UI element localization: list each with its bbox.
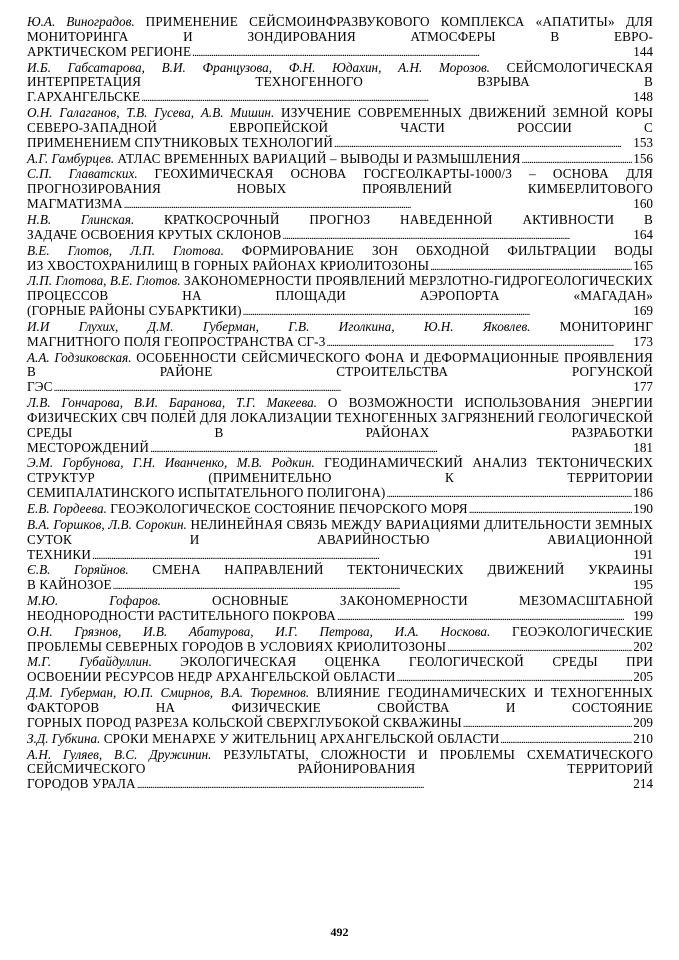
entry-title-end: ГОРОДОВ УРАЛА [27, 776, 136, 792]
entry-page-number: 205 [633, 669, 653, 685]
toc-entry [27, 655, 653, 686]
dot-leader [326, 336, 632, 351]
entry-page-number: 202 [633, 638, 653, 654]
entry-title-end: СЕМИПАЛАТИНСКОГО ИСПЫТАТЕЛЬНОГО ПОЛИГОНА) [27, 485, 386, 501]
entry-page-number: 144 [633, 43, 653, 59]
dot-leader [92, 549, 632, 564]
toc-entry [27, 563, 653, 594]
entry-title: ГЕОХИМИЧЕСКАЯ ОСНОВА ГОСГЕОЛКАРТЫ-1000/3 – ОСНОВА ДЛЯ ПРОГНОЗИРОВАНИЯ НОВЫХ ПРОЯВЛЕНИЙ КИМБЕРЛИТОВОГО [27, 166, 653, 197]
entry-title-end: ПРОБЛЕМЫ СЕВЕРНЫХ ГОРОДОВ В УСЛОВИЯХ КРИОЛИТОЗОНЫ [27, 638, 447, 654]
dot-leader [243, 305, 633, 320]
entry-authors: Ю.А. Виноградов. [27, 14, 135, 29]
toc-entry [27, 594, 653, 625]
dot-leader [113, 579, 633, 594]
dot-leader [282, 229, 632, 244]
entry-authors: М.Г. Губайдуллин. [27, 654, 152, 670]
entry-title: ИЗУЧЕНИЕ СОВРЕМЕННЫХ ДВИЖЕНИЙ ЗЕМНОЙ КОРЫ СЕВЕРО-ЗАПАДНОЙ ЕВРОПЕЙСКОЙ ЧАСТИ РОССИИ С [27, 105, 654, 135]
entry-authors: Л.В. Гончарова, В.И. Баранова, Т.Г. Макеева. [27, 395, 317, 411]
entry-title: ПРИМЕНЕНИЕ СЕЙСМОИНФРАЗВУКОВОГО КОМПЛЕКСА «АПАТИТЫ» ДЛЯ МОНИТОРИНГА И ЗОНДИРОВАНИЯ АТМОСФЕРЫ В ЕВРО- [27, 14, 654, 44]
toc-entry [27, 732, 653, 748]
entry-title: СЕЙСМОЛОГИЧЕСКАЯ ИНТЕРПРЕТАЦИЯ ТЕХНОГЕННОГО ВЗРЫВА В [27, 59, 653, 90]
entry-title: ОСОБЕННОСТИ СЕЙСМИЧЕСКОГО ФОНА И ДЕФОРМАЦИОННЫЕ ПРОЯВЛЕНИЯ В РАЙОНЕ СТРОИТЕЛЬСТВА РОГУНСКОЙ [27, 349, 653, 380]
entry-authors: М.Ю. Гофаров. [27, 593, 161, 609]
entry-authors: Е.В. Гордеева. [27, 501, 107, 516]
entry-title-end: НЕОДНОРОДНОСТИ РАСТИТЕЛЬНОГО ПОКРОВА [27, 607, 336, 623]
dot-leader [469, 503, 633, 518]
toc-entry [27, 686, 653, 732]
toc-entry [27, 518, 653, 564]
entry-title: ГЕОДИНАМИЧЕСКИЙ АНАЛИЗ ТЕКТОНИЧЕСКИХ СТРУКТУР (ПРИМЕНИТЕЛЬНО К ТЕРРИТОРИИ [27, 455, 654, 486]
entry-page-number: 148 [633, 89, 653, 105]
entry-title: СМЕНА НАПРАВЛЕНИЙ ТЕКТОНИЧЕСКИХ ДВИЖЕНИЙ УКРАИНЫ [152, 562, 654, 578]
entry-authors: Л.П. Глотова, В.Е. Глотов. [27, 273, 181, 289]
dot-leader [137, 778, 633, 793]
entry-title-end: ГЭС [27, 379, 53, 395]
toc-entry [27, 396, 653, 456]
dot-leader [150, 442, 632, 457]
dot-leader [54, 381, 633, 396]
toc-entry [27, 213, 653, 244]
toc-entry [27, 502, 653, 518]
entry-page-number: 199 [633, 607, 653, 623]
toc-entry [27, 152, 653, 168]
entry-title-end: МАГНИТНОГО ПОЛЯ ГЕОПРОСТРАНСТВА СГ-3 [27, 333, 326, 349]
dot-leader [337, 610, 632, 625]
entry-authors: О.Н. Грязнов, И.В. Абатурова, И.Г. Петрова, И.А. Носкова. [27, 623, 491, 639]
entry-title-end: В КАЙНОЗОЕ [27, 577, 112, 593]
entry-title-end: ОСВОЕНИИ РЕСУРСОВ НЕДР АРХАНГЕЛЬСКОЙ ОБЛАСТИ [27, 669, 396, 685]
entry-authors: О.Н. Галаганов, Т.В. Гусева, А.В. Мишин. [27, 105, 275, 121]
entry-page-number: 169 [633, 303, 653, 319]
entry-title-end: СРОКИ МЕНАРХЕ У ЖИТЕЛЬНИЦ АРХАНГЕЛЬСКОЙ ОБЛАСТИ [103, 730, 500, 746]
table-of-contents [27, 15, 653, 793]
entry-title: ЭКОЛОГИЧЕСКАЯ ОЦЕНКА ГЕОЛОГИЧЕСКОЙ СРЕДЫ ПРИ [180, 654, 654, 670]
entry-title: ЗАКОНОМЕРНОСТИ ПРОЯВЛЕНИЙ МЕРЗЛОТНО-ГИДРОГЕОЛОГИЧЕСКИХ ПРОЦЕССОВ НА ПЛОЩАДИ АЭРОПОРТА «МАГАДАН» [27, 273, 653, 304]
entry-title: КРАТКОСРОЧНЫЙ ПРОГНОЗ НАВЕДЕННОЙ АКТИВНОСТИ В [163, 211, 653, 227]
dot-leader [430, 260, 632, 275]
entry-page-number: 164 [633, 226, 653, 242]
dot-leader [522, 153, 633, 168]
entry-authors: И.Б. Габсатарова, В.И. Французова, Ф.Н. Юдахин, А.Н. Морозов. [27, 59, 490, 75]
entry-title-end: МЕСТОРОЖДЕНИЙ [27, 439, 150, 455]
entry-title: ОСНОВНЫЕ ЗАКОНОМЕРНОСТИ МЕЗОМАСШТАБНОЙ [211, 593, 653, 609]
dot-leader [500, 733, 632, 748]
entry-page-number: 191 [633, 546, 653, 562]
entry-page-number: 195 [633, 577, 653, 593]
entry-title-end: ИЗ ХВОСТОХРАНИЛИЩ В ГОРНЫХ РАЙОНАХ КРИОЛИТОЗОНЫ [27, 257, 430, 273]
entry-title-end: ГОРНЫХ ПОРОД РАЗРЕЗА КОЛЬСКОЙ СВЕРХГЛУБОКОЙ СКВАЖИНЫ [27, 714, 462, 730]
toc-entry [27, 320, 653, 351]
entry-authors: А.Н. Гуляев, В.С. Дружинин. [27, 746, 212, 762]
entry-title: МОНИТОРИНГ [559, 318, 653, 334]
entry-page-number: 214 [633, 776, 653, 792]
entry-title-end: ЗАДАЧЕ ОСВОЕНИЯ КРУТЫХ СКЛОНОВ [27, 226, 282, 242]
dot-leader [463, 717, 632, 732]
dot-leader [397, 671, 633, 686]
entry-authors: Э.М. Горбунова, Г.Н. Иванченко, М.В. Родкин. [27, 455, 315, 471]
toc-entry [27, 456, 653, 502]
toc-entry [27, 106, 653, 152]
entry-page-number: 153 [633, 134, 653, 150]
entry-page-number: 177 [633, 379, 653, 395]
toc-entry [27, 625, 653, 656]
toc-entry [27, 748, 653, 794]
toc-entry [27, 61, 653, 107]
entry-page-number: 181 [633, 439, 653, 455]
dot-leader [124, 198, 632, 213]
entry-title-end: АТЛАС ВРЕМЕННЫХ ВАРИАЦИЙ – ВЫВОДЫ И РАЗМЫШЛЕНИЯ [117, 150, 521, 166]
entry-title-end: Г.АРХАНГЕЛЬСКЕ [27, 89, 141, 105]
entry-authors: Д.М. Губерман, Ю.П. Смирнов, В.А. Тюремнов. [27, 685, 310, 701]
entry-page-number: 210 [633, 730, 653, 746]
page-number: 492 [330, 925, 349, 939]
entry-authors: А.Г. Гамбурцев. [27, 150, 115, 166]
toc-entry [27, 244, 653, 275]
entry-title: О ВОЗМОЖНОСТИ ИСПОЛЬЗОВАНИЯ ЭНЕРГИИ ФИЗИЧЕСКИХ СВЧ ПОЛЕЙ ДЛЯ ЛОКАЛИЗАЦИИ ТЕХНОГЕННЫХ ЗАГРЯЗНЕНИЙ ГЕОЛОГИЧЕСКОЙ СРЕДЫ В РАЙОНАХ РАЗРАБОТКИ [27, 395, 653, 440]
entry-authors: В.А. Горшков, Л.В. Сорокин. [27, 516, 187, 532]
entry-page-number: 160 [633, 196, 653, 212]
entry-authors: И.И Глухих, Д.М. Губерман, Г.В. Иголкина, Ю.Н. Яковлев. [27, 318, 531, 334]
dot-leader [141, 91, 632, 106]
toc-entry [27, 15, 653, 61]
entry-page-number: 186 [633, 485, 653, 501]
entry-title: ГЕОЭКОЛОГИЧЕСКИЕ [511, 623, 653, 639]
entry-title: ФОРМИРОВАНИЕ ЗОН ОБХОДНОЙ ФИЛЬТРАЦИИ ВОДЫ [241, 242, 654, 258]
entry-title-end: ТЕХНИКИ [27, 546, 92, 562]
toc-entry [27, 167, 653, 213]
dot-leader [334, 137, 632, 152]
entry-title-end: МАГМАТИЗМА [27, 196, 123, 212]
toc-entry [27, 274, 653, 320]
entry-title-end: АРКТИЧЕСКОМ РЕГИОНЕ [27, 43, 192, 59]
entry-page-number: 156 [633, 150, 653, 166]
toc-entry [27, 351, 653, 397]
dot-leader [386, 487, 632, 502]
entry-title: НЕЛИНЕЙНАЯ СВЯЗЬ МЕЖДУ ВАРИАЦИЯМИ ДЛИТЕЛЬНОСТИ ЗЕМНЫХ СУТОК И АВАРИЙНОСТЬЮ АВИАЦИОННОЙ [27, 516, 654, 547]
entry-authors: С.П. Главатских. [27, 166, 138, 182]
entry-title-end: ПРИМЕНЕНИЕМ СПУТНИКОВЫХ ТЕХНОЛОГИЙ [27, 134, 333, 150]
entry-title: РЕЗУЛЬТАТЫ, СЛОЖНОСТИ И ПРОБЛЕМЫ СХЕМАТИЧЕСКОГО СЕЙСМИЧЕСКОГО РАЙОНИРОВАНИЯ ТЕРРИТОРИЙ [27, 746, 654, 777]
entry-authors: З.Д. Губкина. [27, 730, 101, 746]
dot-leader [192, 46, 632, 61]
entry-authors: А.А. Годзиковская. [27, 349, 132, 365]
entry-authors: В.Е. Глотов, Л.П. Глотова. [27, 242, 224, 258]
entry-page-number: 209 [633, 714, 653, 730]
entry-authors: Н.В. Глинская. [27, 211, 135, 227]
dot-leader [447, 641, 632, 656]
entry-authors: Є.В. Горяйнов. [27, 562, 129, 578]
entry-title-end: ГЕОЭКОЛОГИЧЕСКОЕ СОСТОЯНИЕ ПЕЧОРСКОГО МОРЯ [110, 501, 468, 516]
entry-title: ВЛИЯНИЕ ГЕОДИНАМИЧЕСКИХ И ТЕХНОГЕННЫХ ФАКТОРОВ НА ФИЗИЧЕСКИЕ СВОЙСТВА И СОСТОЯНИЕ [27, 685, 654, 715]
entry-title-end: (ГОРНЫЕ РАЙОНЫ СУБАРКТИКИ) [27, 303, 242, 319]
entry-page-number: 173 [633, 333, 653, 349]
entry-page-number: 190 [633, 501, 653, 516]
entry-page-number: 165 [633, 257, 653, 273]
